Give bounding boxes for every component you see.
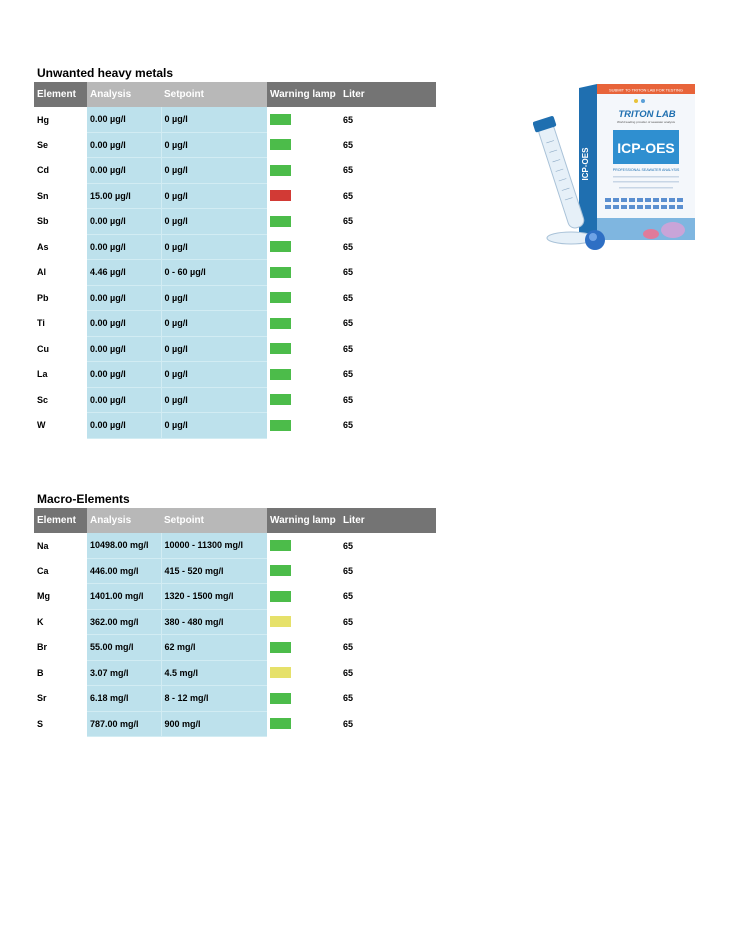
warning-lamp-indicator: [270, 267, 291, 278]
cell-element: Se: [37, 139, 49, 150]
col-header-setpoint: Setpoint: [161, 508, 267, 533]
col-header-warning-lamp: Warning lamp: [267, 508, 340, 533]
box-banner: SUBMIT TO TRITON LAB FOR TESTING: [608, 87, 684, 93]
cell-analysis: 55.00 mg/l: [87, 635, 161, 661]
cell-liter: 65: [343, 693, 354, 704]
cell-analysis: 4.46 µg/l: [87, 260, 161, 286]
cell-setpoint: 0 µg/l: [161, 158, 267, 184]
warning-lamp-indicator: [270, 114, 291, 125]
cell-warning-lamp: [267, 558, 340, 584]
table-row: [34, 209, 436, 235]
cell-setpoint: 0 µg/l: [161, 413, 267, 439]
cell-warning-lamp: [267, 609, 340, 635]
warning-lamp-indicator: [270, 292, 291, 303]
table-row: [34, 584, 436, 610]
table-row: [34, 660, 436, 686]
cell-setpoint: 10000 - 11300 mg/l: [161, 533, 267, 558]
cell-element: Sr: [37, 693, 47, 704]
cell-setpoint: 0 - 60 µg/l: [161, 260, 267, 286]
table-header-row: [34, 82, 436, 107]
cell-analysis: 0.00 µg/l: [87, 413, 161, 439]
table-row: [34, 686, 436, 712]
cell-warning-lamp: [267, 413, 340, 439]
cell-setpoint: 900 mg/l: [161, 711, 267, 737]
cell-analysis: 0.00 µg/l: [87, 132, 161, 158]
cell-warning-lamp: [267, 158, 340, 184]
cell-warning-lamp: [267, 660, 340, 686]
table-row: [34, 413, 436, 439]
warning-lamp-indicator: [270, 420, 291, 431]
cell-analysis: 10498.00 mg/l: [87, 533, 161, 558]
cell-element: As: [37, 241, 49, 252]
cell-setpoint: 0 µg/l: [161, 183, 267, 209]
warning-lamp-indicator: [270, 241, 291, 252]
warning-lamp-indicator: [270, 565, 291, 576]
cell-liter: 65: [343, 190, 354, 201]
cell-warning-lamp: [267, 584, 340, 610]
cell-analysis: 1401.00 mg/l: [87, 584, 161, 610]
cell-setpoint: 0 µg/l: [161, 107, 267, 132]
warning-lamp-indicator: [270, 540, 291, 551]
cell-warning-lamp: [267, 711, 340, 737]
warning-lamp-indicator: [270, 318, 291, 329]
cell-analysis: 0.00 µg/l: [87, 234, 161, 260]
cell-liter: 65: [343, 540, 354, 551]
cell-warning-lamp: [267, 107, 340, 132]
table-row: [34, 183, 436, 209]
cell-setpoint: 0 µg/l: [161, 336, 267, 362]
cell-liter: 65: [343, 139, 354, 150]
table-row: [34, 362, 436, 388]
cell-warning-lamp: [267, 285, 340, 311]
cell-setpoint: 8 - 12 mg/l: [161, 686, 267, 712]
cell-element: Sb: [37, 216, 49, 227]
warning-lamp-indicator: [270, 642, 291, 653]
cell-liter: 65: [343, 114, 354, 125]
cell-analysis: 0.00 µg/l: [87, 336, 161, 362]
warning-lamp-indicator: [270, 591, 291, 602]
cell-liter: 65: [343, 216, 354, 227]
cell-element: W: [37, 420, 46, 431]
cell-setpoint: 62 mg/l: [161, 635, 267, 661]
cell-element: Cu: [37, 343, 49, 354]
cell-analysis: 0.00 µg/l: [87, 107, 161, 132]
product-image: [533, 80, 697, 256]
section-title: Unwanted heavy metals: [37, 66, 174, 80]
cell-element: La: [37, 369, 48, 380]
cell-analysis: 0.00 µg/l: [87, 158, 161, 184]
section-title: Macro-Elements: [37, 492, 130, 506]
warning-lamp-indicator: [270, 216, 291, 227]
cell-analysis: 0.00 µg/l: [87, 362, 161, 388]
cell-liter: 65: [343, 267, 354, 278]
cell-warning-lamp: [267, 260, 340, 286]
warning-lamp-indicator: [270, 693, 291, 704]
cell-liter: 65: [343, 394, 354, 405]
cell-element: Hg: [37, 114, 49, 125]
col-header-element: Element: [34, 508, 87, 533]
cell-liter: 65: [343, 718, 354, 729]
cell-liter: 65: [343, 642, 354, 653]
table-row: [34, 285, 436, 311]
table-row: [34, 533, 436, 558]
warning-lamp-indicator: [270, 343, 291, 354]
warning-lamp-indicator: [270, 190, 291, 201]
cell-setpoint: 415 - 520 mg/l: [161, 558, 267, 584]
cell-element: Na: [37, 540, 49, 551]
box-tagline: World leading provider of seawater analysis: [617, 120, 675, 124]
cell-liter: 65: [343, 292, 354, 303]
warning-lamp-indicator: [270, 616, 291, 627]
box-subtitle: PROFESSIONAL SEAWATER ANALYSIS: [612, 168, 680, 172]
cell-analysis: 0.00 µg/l: [87, 285, 161, 311]
cell-warning-lamp: [267, 387, 340, 413]
table-row: [34, 711, 436, 737]
cell-element: Sc: [37, 394, 49, 405]
box-side-label: ICP-OES: [581, 147, 590, 181]
table-row: [34, 158, 436, 184]
col-header-element: Element: [34, 82, 87, 107]
table-row: [34, 558, 436, 584]
cell-element: Ti: [37, 318, 45, 329]
warning-lamp-indicator: [270, 667, 291, 678]
cell-setpoint: 0 µg/l: [161, 285, 267, 311]
warning-lamp-indicator: [270, 165, 291, 176]
cell-liter: 65: [343, 420, 354, 431]
box-title: ICP-OES: [617, 140, 675, 156]
cell-warning-lamp: [267, 635, 340, 661]
cell-setpoint: 0 µg/l: [161, 132, 267, 158]
table-row: [34, 132, 436, 158]
cell-analysis: 6.18 mg/l: [87, 686, 161, 712]
table-row: [34, 336, 436, 362]
cell-liter: 65: [343, 616, 354, 627]
cell-analysis: 15.00 µg/l: [87, 183, 161, 209]
cell-analysis: 362.00 mg/l: [87, 609, 161, 635]
cell-liter: 65: [343, 667, 354, 678]
cell-liter: 65: [343, 343, 354, 354]
table-row: [34, 387, 436, 413]
col-header-analysis: Analysis: [87, 82, 161, 107]
cell-setpoint: 0 µg/l: [161, 234, 267, 260]
table-row: [34, 260, 436, 286]
cell-element: Al: [37, 267, 46, 278]
cell-element: Sn: [37, 190, 49, 201]
warning-lamp-indicator: [270, 139, 291, 150]
warning-lamp-indicator: [270, 369, 291, 380]
cell-analysis: 0.00 µg/l: [87, 387, 161, 413]
table-row: [34, 107, 436, 132]
cell-warning-lamp: [267, 311, 340, 337]
table-header-row: [34, 508, 436, 533]
cell-element: Cd: [37, 165, 49, 176]
macro-elements-table: [34, 508, 436, 737]
cell-warning-lamp: [267, 183, 340, 209]
warning-lamp-indicator: [270, 718, 291, 729]
col-header-setpoint: Setpoint: [161, 82, 267, 107]
heavy-metals-table: [34, 82, 436, 439]
cell-element: Pb: [37, 292, 49, 303]
cell-setpoint: 4.5 mg/l: [161, 660, 267, 686]
cell-warning-lamp: [267, 336, 340, 362]
cell-warning-lamp: [267, 234, 340, 260]
cell-liter: 65: [343, 241, 354, 252]
cell-element: S: [37, 718, 44, 729]
cell-warning-lamp: [267, 533, 340, 558]
cell-analysis: 0.00 µg/l: [87, 311, 161, 337]
cell-warning-lamp: [267, 362, 340, 388]
col-header-analysis: Analysis: [87, 508, 161, 533]
cell-analysis: 446.00 mg/l: [87, 558, 161, 584]
cell-warning-lamp: [267, 132, 340, 158]
cell-setpoint: 0 µg/l: [161, 311, 267, 337]
col-header-liter: Liter: [340, 82, 436, 107]
table-row: [34, 311, 436, 337]
cell-setpoint: 0 µg/l: [161, 387, 267, 413]
cell-liter: 65: [343, 165, 354, 176]
cell-element: Br: [37, 642, 48, 653]
cell-setpoint: 0 µg/l: [161, 209, 267, 235]
table-row: [34, 609, 436, 635]
cell-warning-lamp: [267, 209, 340, 235]
cell-liter: 65: [343, 565, 354, 576]
cell-liter: 65: [343, 369, 354, 380]
cell-element: B: [37, 667, 44, 678]
table-row: [34, 635, 436, 661]
heavy-metals-section: [34, 64, 436, 439]
col-header-liter: Liter: [340, 508, 436, 533]
cell-element: Mg: [37, 591, 50, 602]
table-row: [34, 234, 436, 260]
cell-liter: 65: [343, 318, 354, 329]
warning-lamp-indicator: [270, 394, 291, 405]
cell-setpoint: 0 µg/l: [161, 362, 267, 388]
cell-liter: 65: [343, 591, 354, 602]
box-brand: TRITON LAB: [618, 109, 676, 120]
cell-analysis: 787.00 mg/l: [87, 711, 161, 737]
cell-element: Ca: [37, 565, 49, 576]
col-header-warning-lamp: Warning lamp: [267, 82, 340, 107]
cell-analysis: 0.00 µg/l: [87, 209, 161, 235]
cell-setpoint: 1320 - 1500 mg/l: [161, 584, 267, 610]
cell-setpoint: 380 - 480 mg/l: [161, 609, 267, 635]
cell-element: K: [37, 616, 44, 627]
cell-warning-lamp: [267, 686, 340, 712]
macro-elements-section: [34, 490, 436, 737]
cell-analysis: 3.07 mg/l: [87, 660, 161, 686]
